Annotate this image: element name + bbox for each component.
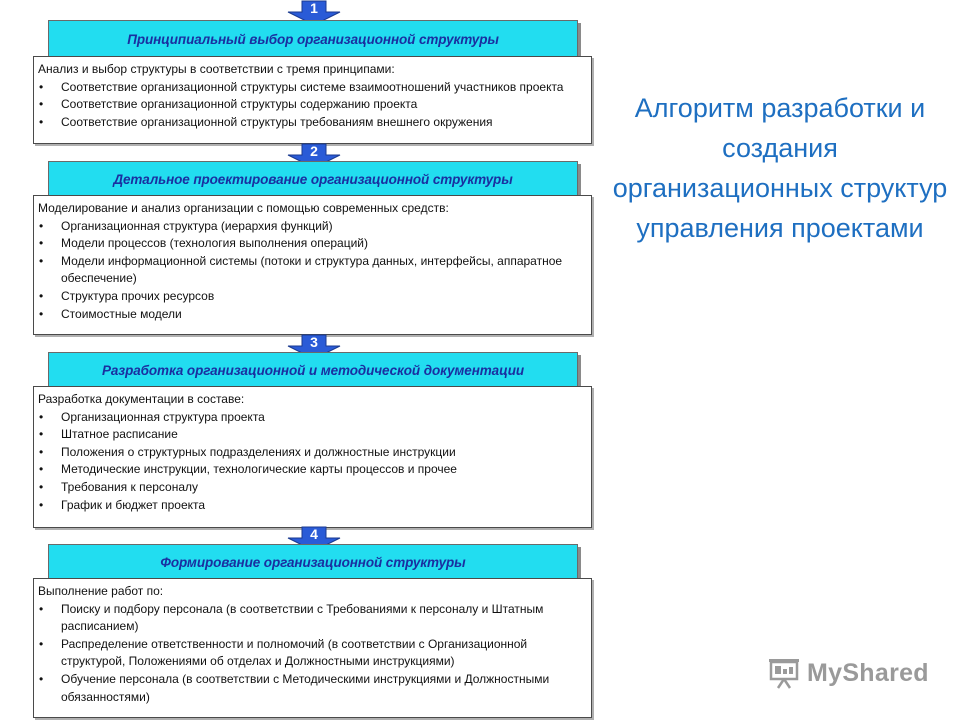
list-item: • Организационная структура (иерархия функций) — [38, 218, 585, 236]
step-2-box — [33, 195, 592, 335]
step-3-list — [38, 409, 585, 515]
list-item: • Распределение ответственности и полномочий (в соответствии с Организационной структурой, Положениями об отделах и Должностными инструкциями) — [38, 636, 585, 671]
list-item: • Организационная структура проекта — [38, 409, 585, 427]
projector-screen-icon — [767, 656, 801, 690]
step-2-list — [38, 218, 585, 324]
list-item: • Модели процессов (технология выполнения операций) — [38, 235, 585, 253]
step-3-number: 3 — [310, 334, 318, 350]
step-1-list — [38, 79, 585, 132]
logo-text: MyShared — [807, 658, 929, 687]
myshared-logo — [767, 655, 929, 691]
list-item: • Обучение персонала (в соответствии с Методическими инструкциями и Должностными обязанностями) — [38, 671, 585, 706]
list-item: • Поиску и подбору персонала (в соответствии с Требованиями к персоналу и Штатным расписанием) — [38, 601, 585, 636]
list-item: • Стоимостные модели — [38, 306, 585, 324]
list-item: • Штатное расписание — [38, 426, 585, 444]
step-4-intro: Выполнение работ по: — [38, 584, 164, 598]
step-2-intro: Моделирование и анализ организации с помощью современных средств: — [38, 201, 449, 215]
step-4-number: 4 — [310, 526, 318, 542]
step-3-header: Разработка организационной и методической документации — [48, 352, 578, 388]
slide-title: Алгоритм разработки и создания организационных структур управления проектами — [612, 93, 948, 243]
list-item: • Требования к персоналу — [38, 479, 585, 497]
step-1-number: 1 — [310, 0, 318, 16]
step-4-list — [38, 601, 585, 707]
list-item: • Соответствие организационной структуры требованиям внешнего окружения — [38, 114, 585, 132]
list-item: • Соответствие организационной структуры содержанию проекта — [38, 96, 585, 114]
step-1-header: Принципиальный выбор организационной структуры — [48, 20, 578, 58]
step-1-intro: Анализ и выбор структуры в соответствии с тремя принципами: — [38, 62, 395, 76]
list-item: • Соответствие организационной структуры системе взаимоотношений участников проекта — [38, 79, 585, 97]
step-4-box — [33, 578, 592, 718]
step-3-box — [33, 386, 592, 528]
step-1-box — [33, 56, 592, 144]
list-item: • Структура прочих ресурсов — [38, 288, 585, 306]
list-item: • Методические инструкции, технологические карты процессов и прочее — [38, 461, 585, 479]
step-4-header: Формирование организационной структуры — [48, 544, 578, 580]
step-2-number: 2 — [310, 143, 318, 159]
list-item: • Модели информационной системы (потоки и структура данных, интерфейсы, аппаратное обеспечение) — [38, 253, 585, 288]
step-3-intro: Разработка документации в составе: — [38, 392, 245, 406]
step-2-header: Детальное проектирование организационной структуры — [48, 161, 578, 197]
list-item: • График и бюджет проекта — [38, 497, 585, 515]
list-item: • Положения о структурных подразделениях и должностные инструкции — [38, 444, 585, 462]
